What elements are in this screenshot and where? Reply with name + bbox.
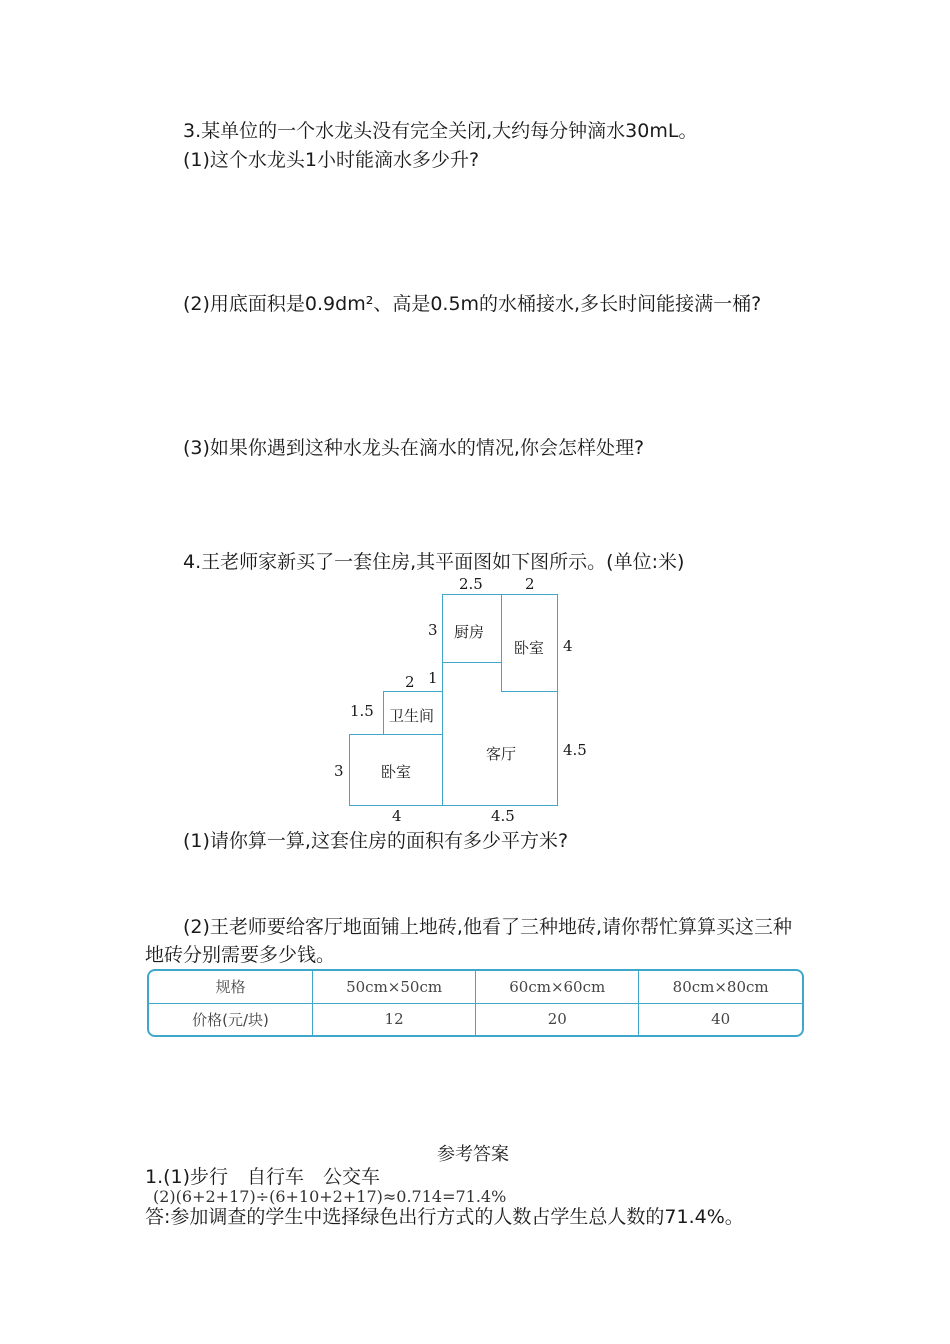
living-height-dim: 4.5 xyxy=(563,741,587,759)
bathroom-width-dim: 2 xyxy=(405,673,415,691)
answers-title: 参考答案 xyxy=(437,1144,509,1165)
q3-stem: 3.某单位的一个水龙头没有完全关闭,大约每分钟滴水30mL。 xyxy=(183,120,698,142)
bedroom-top-label: 卧室 xyxy=(514,639,545,657)
bedroom-bottom-height-dim: 3 xyxy=(334,762,344,780)
q4-part2-line2: 地砖分别需要多少钱。 xyxy=(145,944,336,966)
kitchen-width-dim: 2.5 xyxy=(459,575,483,593)
price-cell: 40 xyxy=(639,1003,802,1035)
q3-part3: (3)如果你遇到这种水龙头在滴水的情况,你会怎样处理? xyxy=(183,437,645,459)
answer-line-3: 答:参加调查的学生中选择绿色出行方式的人数占学生总人数的71.4%。 xyxy=(145,1206,744,1228)
spec-header-cell: 规格 xyxy=(149,971,313,1003)
price-header-cell: 价格(元/块) xyxy=(149,1003,313,1035)
size-cell: 60cm×60cm xyxy=(476,971,639,1003)
bedroom-bottom-width-dim: 4 xyxy=(392,807,402,825)
bedroom-bottom-label: 卧室 xyxy=(381,763,412,781)
bathroom-height-dim: 1.5 xyxy=(350,702,374,720)
living-width-dim: 4.5 xyxy=(491,807,515,825)
answer-line-2: (2)(6+2+17)÷(6+10+2+17)≈0.714=71.4% xyxy=(153,1187,507,1206)
q4-part1: (1)请你算一算,这套住房的面积有多少平方米? xyxy=(183,830,569,852)
kitchen-label: 厨房 xyxy=(454,623,485,641)
price-cell: 12 xyxy=(313,1003,476,1035)
kitchen-height-dim: 3 xyxy=(428,621,438,639)
table-row xyxy=(149,971,802,1003)
bathroom-label: 卫生间 xyxy=(389,707,435,725)
q4-stem: 4.王老师家新买了一套住房,其平面图如下图所示。(单位:米) xyxy=(183,551,685,573)
living-label: 客厅 xyxy=(486,745,517,763)
bedroom-top-width-dim: 2 xyxy=(525,575,535,593)
price-cell: 20 xyxy=(476,1003,639,1035)
bedroom-top-height-dim: 4 xyxy=(563,637,573,655)
size-cell: 80cm×80cm xyxy=(639,971,802,1003)
q3-part1: (1)这个水龙头1小时能滴水多少升? xyxy=(183,149,480,171)
table-row xyxy=(149,1003,802,1035)
q3-part2: (2)用底面积是0.9dm²、高是0.5m的水桶接水,多长时间能接满一桶? xyxy=(183,293,762,315)
tile-price-table xyxy=(147,969,804,1037)
answer-line-1: 1.(1)步行 自行车 公交车 xyxy=(145,1166,381,1188)
gap-height-dim: 1 xyxy=(428,669,438,687)
q4-part2-line1: (2)王老师要给客厅地面铺上地砖,他看了三种地砖,请你帮忙算算买这三种 xyxy=(183,916,792,938)
size-cell: 50cm×50cm xyxy=(313,971,476,1003)
